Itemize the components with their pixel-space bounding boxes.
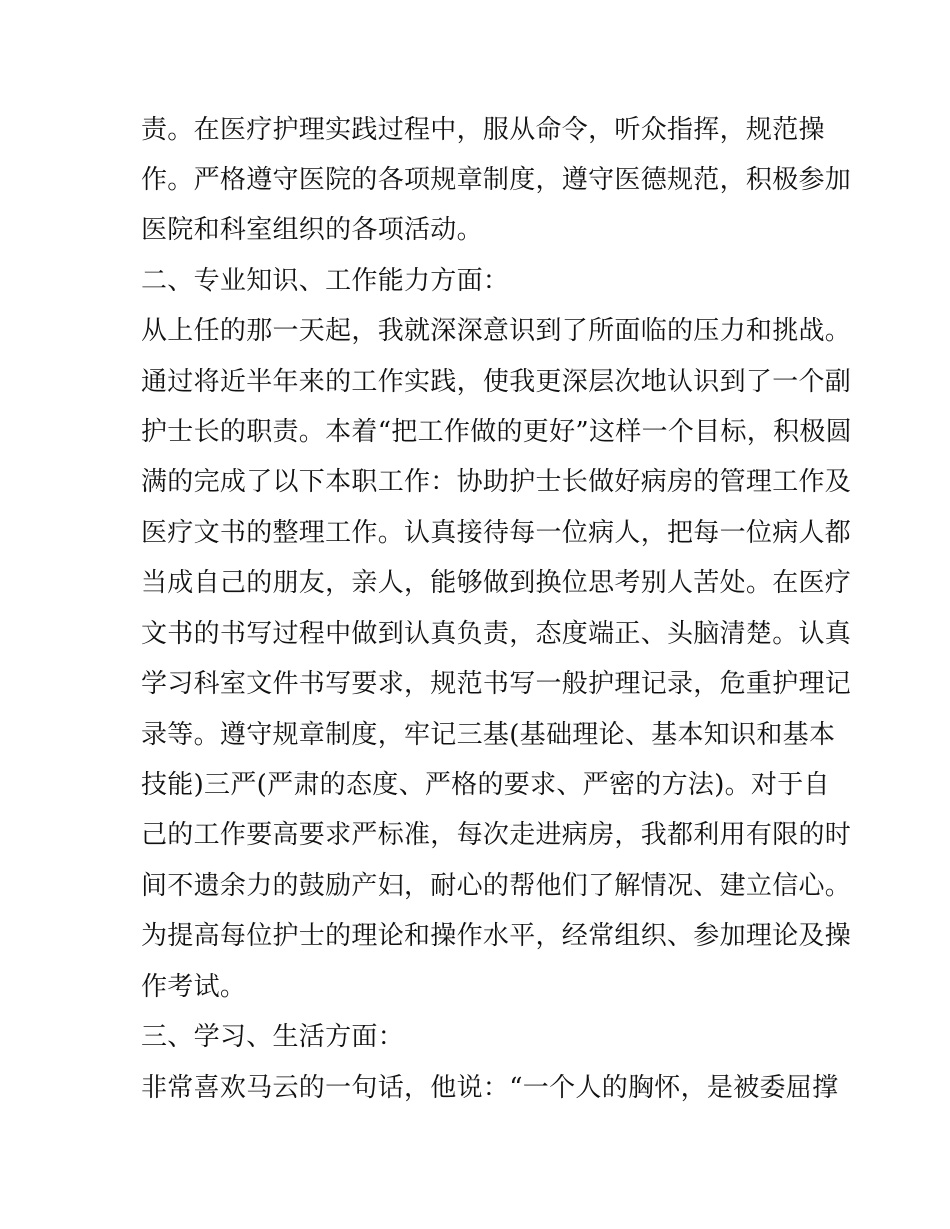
text-line: 非常喜欢马云的一句话，他说：“一个人的胸怀，是被委屈撑	[141, 1073, 839, 1103]
text-line: 己的工作要高要求严标准，每次走进病房，我都利用有限的时	[141, 820, 852, 850]
section-heading: 三、学习、生活方面：	[141, 1022, 405, 1052]
text-line: 录等。遵守规章制度，牢记三基(基础理论、基本知识和基本	[141, 720, 836, 750]
text-line: 满的完成了以下本职工作：协助护士长做好病房的管理工作及	[141, 467, 852, 497]
text-line: 医院和科室组织的各项活动。	[141, 215, 483, 245]
text-line: 医疗文书的整理工作。认真接待每一位病人，把每一位病人都	[141, 518, 852, 548]
text-line: 责。在医疗护理实践过程中，服从命令，听众指挥，规范操	[141, 115, 825, 145]
text-line: 从上任的那一天起，我就深深意识到了所面临的压力和挑战。	[141, 316, 852, 346]
text-line: 护士长的职责。本着“把工作做的更好”这样一个目标，积极圆	[141, 417, 852, 447]
text-line: 文书的书写过程中做到认真负责，态度端正、头脑清楚。认真	[141, 619, 852, 649]
text-line: 间不遗余力的鼓励产妇，耐心的帮他们了解情况、建立信心。	[141, 871, 852, 901]
text-line: 当成自己的朋友，亲人，能够做到换位思考别人苦处。在医疗	[141, 568, 852, 598]
text-line: 学习科室文件书写要求，规范书写一般护理记录，危重护理记	[141, 669, 852, 699]
text-line: 作。严格遵守医院的各项规章制度，遵守医德规范，积极参加	[141, 165, 852, 195]
text-line: 通过将近半年来的工作实践，使我更深层次地认识到了一个副	[141, 367, 852, 397]
text-line: 为提高每位护士的理论和操作水平，经常组织、参加理论及操	[141, 921, 852, 951]
text-line: 作考试。	[141, 972, 247, 1002]
section-heading: 二、专业知识、工作能力方面：	[141, 266, 510, 296]
text-line: 技能)三严(严肃的态度、严格的要求、严密的方法)。对于自	[141, 770, 830, 800]
